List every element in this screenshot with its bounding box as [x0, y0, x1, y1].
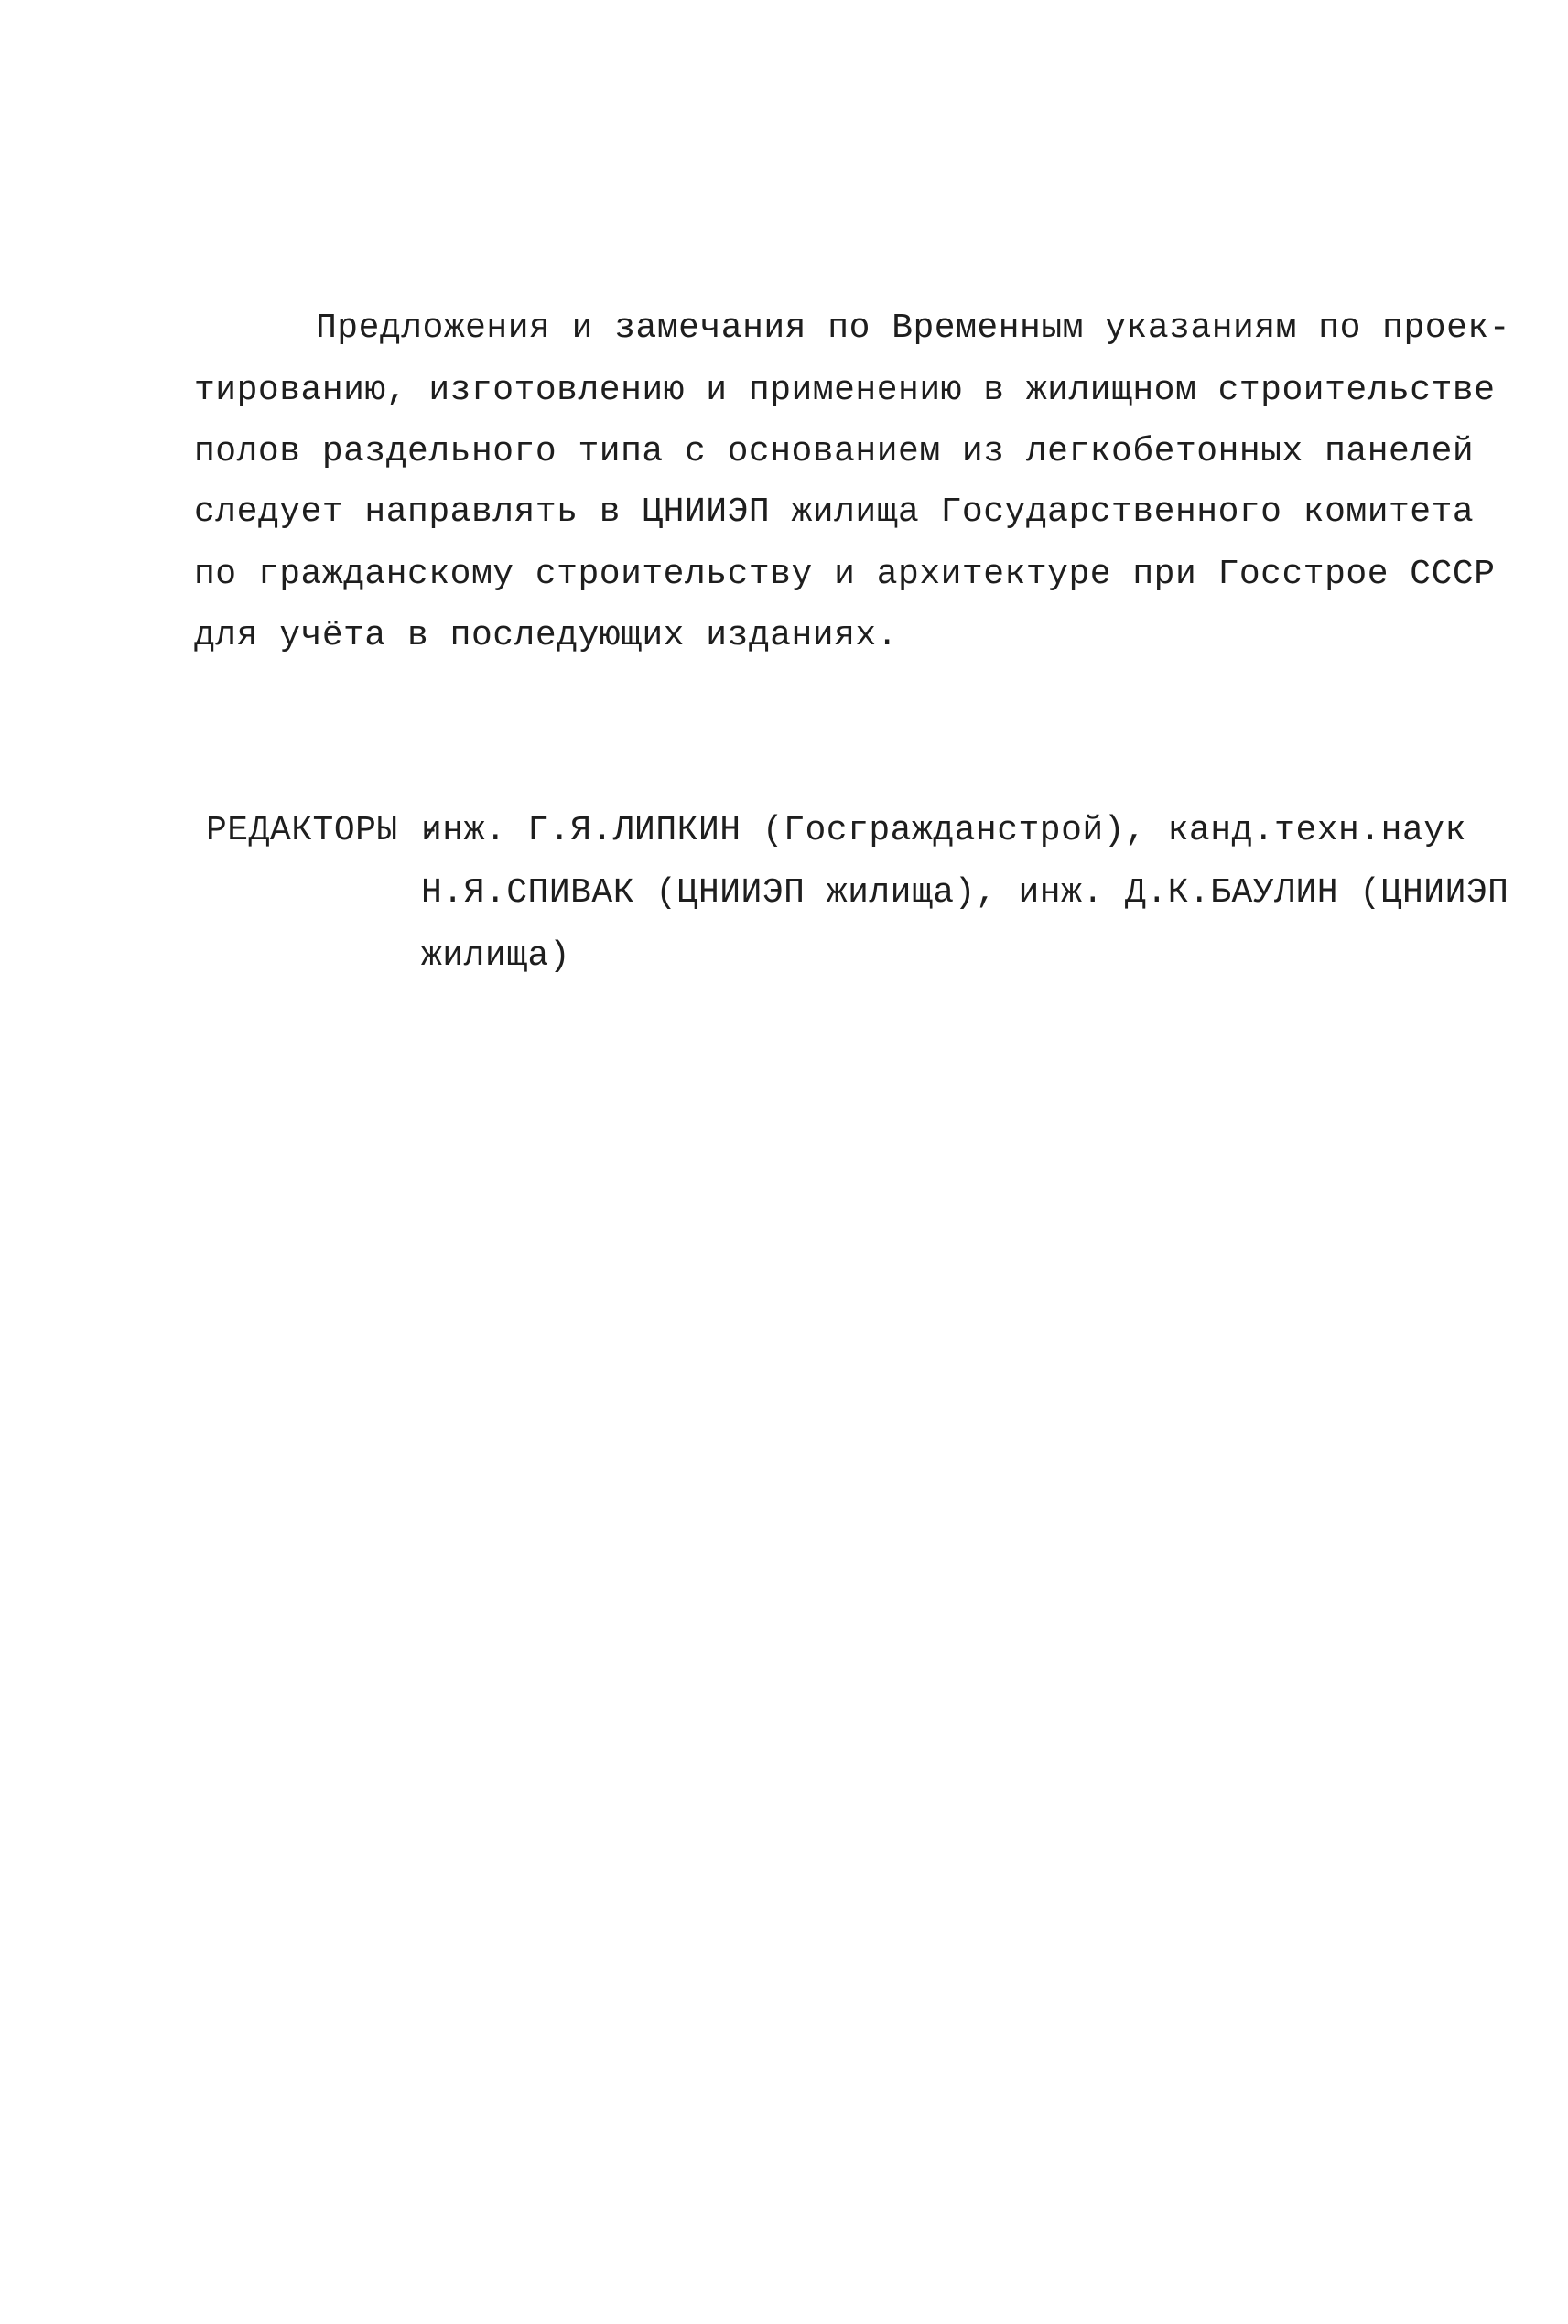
paragraph-line: Предложения и замечания по Временным указаниям по проек- [316, 308, 1511, 348]
paragraph-line: по гражданскому строительству и архитектуре при Госстрое СССР [194, 555, 1496, 594]
paragraph-line: для учёта в последующих изданиях. [194, 616, 899, 655]
paragraph-line: следует направлять в ЦНИИЭП жилища Государственного комитета [194, 492, 1475, 532]
editors-label: РЕДАКТОРЫ - [206, 811, 441, 850]
editors-line: инж. Г.Я.ЛИПКИН (Госгражданстрой), канд.техн.наук [421, 811, 1466, 850]
paragraph-line: полов раздельного типа с основанием из легкобетонных панелей [194, 432, 1475, 471]
editors-line: Н.Я.СПИВАК (ЦНИИЭП жилища), инж. Д.К.БАУЛИН (ЦНИИЭП [421, 873, 1509, 913]
editors-line: жилища) [421, 936, 571, 976]
paragraph-line: тированию, изготовлению и применению в жилищном строительстве [194, 371, 1496, 410]
